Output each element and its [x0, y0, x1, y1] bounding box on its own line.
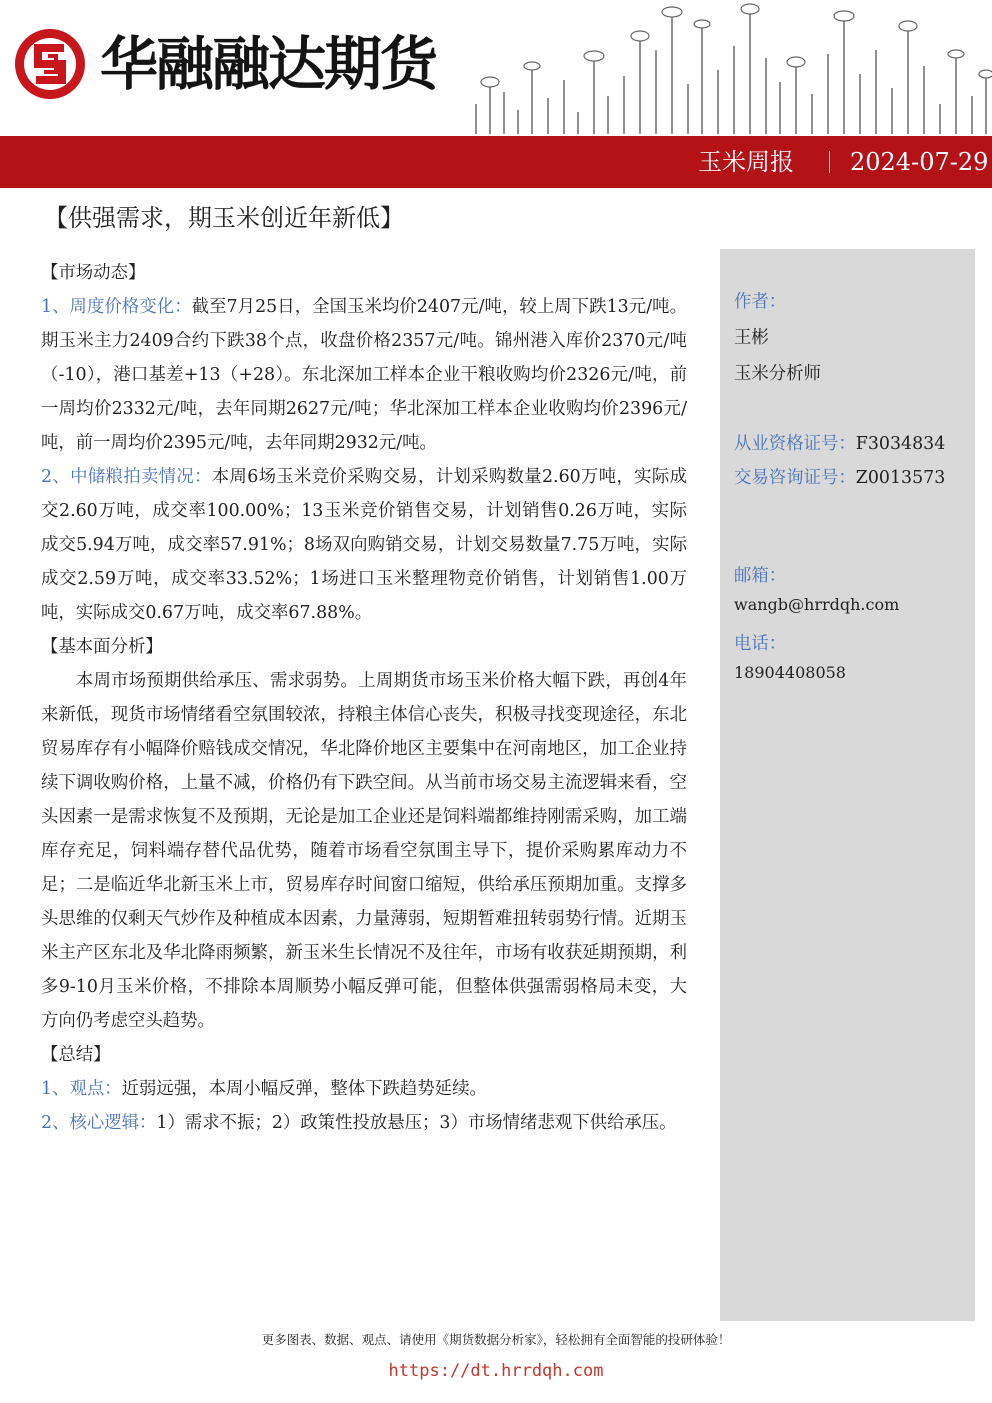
section-heading-fundamental: 【基本面分析】 — [41, 637, 163, 657]
report-type: 玉米周报 — [698, 148, 794, 176]
report-title: 【供强需求，期玉米创近年新低】 — [44, 204, 404, 232]
decorative-line-pattern — [456, 0, 992, 134]
market-item-auction-label: 2、中储粮拍卖情况： — [41, 467, 212, 487]
qualification-value: F3034834 — [855, 434, 946, 454]
report-header-bar — [0, 136, 992, 188]
summary-item-view-text: 近弱远强，本周小幅反弹，整体下跌趋势延续。 — [121, 1079, 487, 1099]
author-name: 王彬 — [734, 328, 769, 348]
consult-number — [734, 463, 945, 488]
footer-url-link[interactable]: https://dt.hrrdqh.com — [388, 1361, 604, 1381]
company-logo-icon — [12, 26, 88, 102]
market-item-auction — [41, 460, 687, 630]
report-date: 2024-07-29 — [850, 148, 989, 176]
qualification-number — [734, 429, 945, 454]
author-title: 玉米分析师 — [734, 364, 821, 384]
page-header — [0, 0, 992, 136]
email-value[interactable]: wangb@hrrdqh.com — [734, 595, 900, 614]
summary-item-logic-label: 2、核心逻辑： — [41, 1113, 157, 1133]
market-item-price — [41, 290, 687, 460]
consult-label: 交易咨询证号： — [734, 468, 856, 488]
market-item-price-label: 1、周度价格变化： — [41, 297, 192, 317]
consult-value: Z0013573 — [855, 468, 946, 488]
main-content — [41, 256, 687, 1140]
author-label: 作者： — [734, 292, 787, 312]
market-item-price-text: 截至7月25日，全国玉米均价2407元/吨，较上周下跌13元/吨。期玉米主力2409合约下跌38个点，收盘价格2357元/吨。锦州港入库价2370元/吨（-10），港口基差+13（+28）。东北深加工样本企业干粮收购均价2326元/吨，前一周均价2332元/吨，去年同期2627元/吨；华北深加工样本企业收购均价2396元/吨，前一周均价2395元/吨，去年同期2932元/吨。 — [41, 297, 687, 453]
footer-promo: 更多图表、数据、观点、请使用《期货数据分析家》，轻松拥有全面智能的投研体验！ — [261, 1332, 731, 1347]
summary-item-view-label: 1、观点： — [41, 1079, 122, 1099]
section-heading-market: 【市场动态】 — [41, 263, 146, 283]
summary-item-logic — [41, 1106, 687, 1140]
section-heading-summary: 【总结】 — [41, 1045, 111, 1065]
phone-label: 电话： — [734, 634, 787, 654]
bar-separator — [829, 151, 830, 173]
fundamental-text: 本周市场预期供给承压、需求弱势。上周期货市场玉米价格大幅下跌，再创4年来新低，现货市场情绪看空氛围较浓，持粮主体信心丧失，积极寻找变现途径，东北贸易库存有小幅降价赔钱成交情况，华北降价地区主要集中在河南地区，加工企业持续下调收购价格，上量不减，价格仍有下跌空间。从当前市场交易主流逻辑来看，空头因素一是需求恢复不及预期，无论是加工企业还是饲料端都维持刚需采购，加工端库存充足，饲料端存替代品优势，随着市场看空氛围主导下，提价采购累库动力不足；二是临近华北新玉米上市，贸易库存时间窗口缩短，供给承压预期加重。支撑多头思维的仅剩天气炒作及种植成本因素，力量薄弱，短期暂难扭转弱势行情。近期玉米主产区东北及华北降雨频繁，新玉米生长情况不及往年，市场有收获延期预期，利多9-10月玉米价格，不排除本周顺势小幅反弹可能，但整体供强需弱格局未变，大方向仍考虑空头趋势。 — [41, 671, 687, 1031]
summary-item-logic-text: 1）需求不振；2）政策性投放悬压；3）市场情绪悲观下供给承压。 — [156, 1113, 677, 1133]
brand-name: 华融融达期货 — [100, 30, 437, 98]
author-sidebar — [720, 249, 975, 1321]
qualification-label: 从业资格证号： — [734, 434, 856, 454]
summary-item-view — [41, 1072, 687, 1106]
market-item-auction-text: 本周6场玉米竞价采购交易，计划采购数量2.60万吨，实际成交2.60万吨，成交率100.00%；13玉米竞价销售交易，计划销售0.26万吨，实际成交5.94万吨，成交率57.91%；8场双向购销交易，计划交易数量7.75万吨，实际成交2.59万吨，成交率33.52%；1场进口玉米整理物竞价销售，计划销售1.00万吨，实际成交0.67万吨，成交率67.88%。 — [41, 467, 687, 623]
email-label: 邮箱： — [734, 566, 787, 586]
phone-value: 18904408058 — [734, 663, 846, 682]
